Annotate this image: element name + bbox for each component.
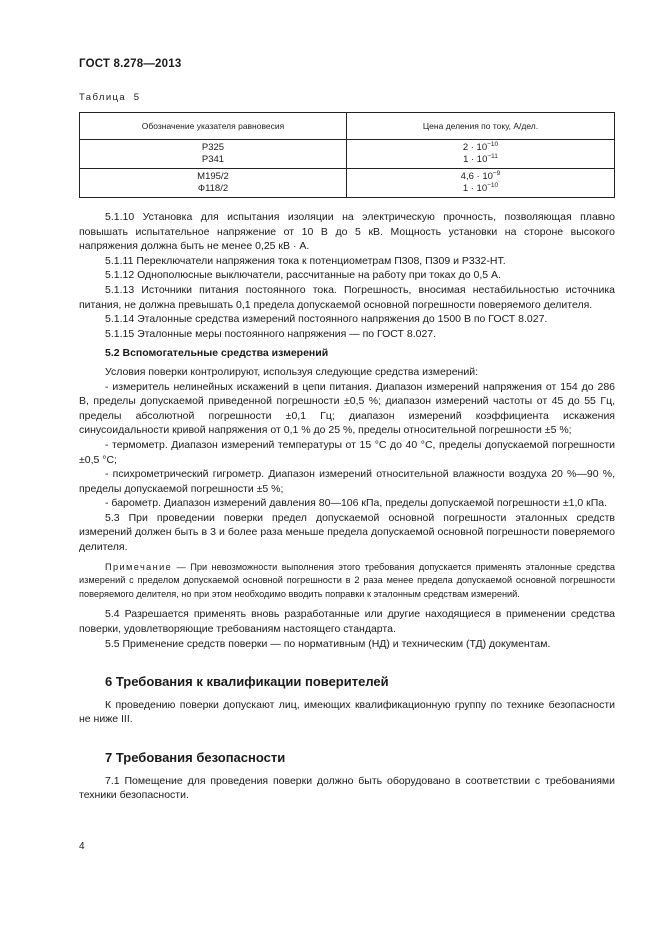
- table-cell-name: Р325: [201, 142, 225, 153]
- page-number: 4: [79, 841, 85, 852]
- table-cell-value: $2 \cdot 10^{-10}$: [462, 141, 499, 153]
- list-item-thermometer: - термометр. Диапазон измерений температуры от 15 °С до 40 °С, пределы допускаемой погрешности ±0,5 °С;: [79, 438, 615, 466]
- paragraph-5-1-14: 5.1.14 Эталонные средства измерений постоянного напряжения до 1500 В по ГОСТ 8.027.: [105, 313, 548, 326]
- note-label: Примечание: [105, 561, 173, 572]
- heading-section-7: 7 Требования безопасности: [105, 750, 286, 765]
- paragraph-5-1-12: 5.1.12 Однополюсные выключатели, рассчитанные на работу при токах до 0,5 А.: [105, 269, 501, 282]
- paragraph-5-3: 5.3 При проведении поверки предел допускаемой основной погрешности эталонных средств измерений должен быть в 3 и более раза меньше предела допускаемой основной погрешности поверяемого делителя.: [79, 511, 615, 554]
- table-cell-value: $4,6 \cdot 10^{-9}$: [460, 170, 501, 182]
- paragraph-5-1-10: 5.1.10 Установка для испытания изоляции на электрическую прочность, позволяющая плавно повышать испытательное напряжение от 10 В до 5 кВ. Мощность установки на стороне высокого напряжения должна быть не менее 0,25 кВ · А.: [79, 211, 615, 253]
- table-caption: [79, 92, 140, 103]
- table-header-col1: Обозначение указателя равновесия: [80, 113, 347, 140]
- table-caption-word: Таблица: [79, 92, 127, 103]
- document-header: ГОСТ 8.278—2013: [79, 58, 182, 70]
- table-row: [80, 169, 615, 198]
- list-item-hygrometer: - психрометрический гигрометр. Диапазон измерений относительной влажности воздуха 20 %—90 %, пределы допускаемой погрешности ±5 %;: [79, 468, 615, 495]
- table-cell-names: [80, 140, 347, 169]
- paragraph-5-1-13: 5.1.13 Источники питания постоянного тока. Погрешность, вносимая нестабильностью источника питания, не должна превышать 0,1 предела допускаемой основной погрешности поверяемого делителя.: [79, 283, 615, 311]
- table-cell-value: $1 \cdot 10^{-11}$: [463, 153, 498, 165]
- paragraph-7-1: 7.1 Помещение для проведения поверки должно быть оборудовано в соответствии с требованиями техники безопасности.: [79, 774, 615, 802]
- table-header-row: [80, 113, 615, 140]
- table-cell-values: [347, 169, 615, 198]
- table-cell-name: М195/2: [197, 171, 229, 182]
- paragraph-5-4: 5.4 Разрешается применять вновь разработанные или другие находящиеся в применении средства поверки, удовлетворяющие требованиям настоящего стандарта.: [79, 608, 615, 636]
- table-cell-name: Р341: [201, 154, 225, 165]
- heading-section-6: 6 Требования к квалификации поверителей: [105, 674, 389, 690]
- heading-5-2: 5.2 Вспомогательные средства измерений: [105, 347, 329, 360]
- paragraph-6: К проведению поверки допускают лиц, имеющих квалификационную группу по технике безопасности не ниже III.: [79, 698, 615, 726]
- table-5: [79, 112, 615, 198]
- note: [79, 561, 615, 602]
- document-body: [79, 210, 615, 803]
- table-cell-value: $1 \cdot 10^{-10}$: [462, 182, 499, 194]
- list-item-distortion-meter: - измеритель нелинейных искажений в цепи питания. Диапазон измерений напряжения от 154 до 286 В, пределы допускаемой приведенной погрешности ±0,5 %; диапазон измерений частоты от 45 до 55 Гц, пределы абсолютной погрешности ±0,1 Гц; диапазон измерений коэффициента искажения синусоидальности кривой напряжения от 0,1 % до 25 %, пределы относительной погрешности ±5 %;: [79, 380, 615, 437]
- table-cell-name: Ф118/2: [197, 183, 229, 194]
- paragraph-5-1-11: 5.1.11 Переключатели напряжения тока к потенциометрам П308, П309 и Р332-НТ.: [105, 254, 506, 267]
- paragraph-5-2-intro: Условия поверки контролируют, используя следующие средства измерений:: [105, 365, 478, 378]
- table-header-col2: Цена деления по току, А/дел.: [347, 113, 615, 140]
- note-text: — При невозможности выполнения этого требования допускается применять эталонные средства измерений с пределом допускаемой основной погрешности в 2 раза менее предела допускаемой основной погрешности поверяемого делителя, но при этом необходимо вводить поправки к эталонным средствам измерений.: [79, 561, 615, 599]
- paragraph-5-1-15: 5.1.15 Эталонные меры постоянного напряжения — по ГОСТ 8.027.: [105, 327, 437, 340]
- table-caption-number: 5: [133, 92, 141, 103]
- table-row: [80, 140, 615, 169]
- table-cell-values: [347, 140, 615, 169]
- paragraph-5-5: 5.5 Применение средств поверки — по нормативным (НД) и техническим (ТД) документам.: [105, 637, 551, 650]
- table-cell-names: [80, 169, 347, 198]
- list-item-barometer: - барометр. Диапазон измерений давления 80—106 кПа, пределы допускаемой погрешности ±1,0 кПа.: [105, 497, 608, 510]
